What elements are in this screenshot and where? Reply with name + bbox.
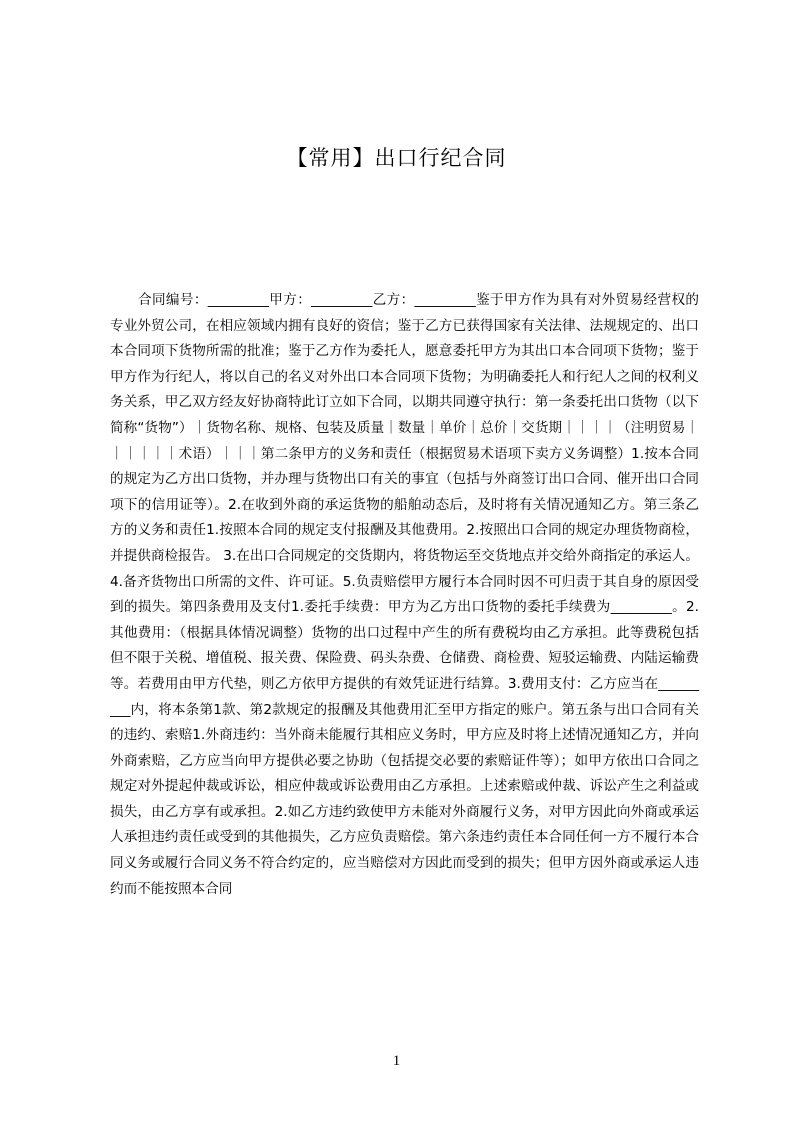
contract-body-text: 合同编号：_________甲方：_________乙方：_________鉴于甲方作为具有对外贸易经营权的专业外贸公司，在相应领域内拥有良好的资信；鉴于乙方已获得国家有关法律、法规规定的、出口本合同项下货物所需的批准；鉴于乙方作为委托人，愿意委托甲方为其出口本合同项下货物；鉴于甲方作为行纪人，将以自己的名义对外出口本合同项下货物；为明确委托人和行纪人之间的权利义务关系，甲乙双方经友好协商特此订立如下合同，以期共同遵守执行：第一条委托出口货物（以下简称“货物”）｜货物名称、规格、包装及质量｜数量｜单价｜总价｜交货期｜｜｜｜（注明贸易｜｜｜｜｜｜术语）｜｜｜第二条甲方的义务和责任（根据贸易术语项下卖方义务调整）1.按本合同的规定为乙方出口货物，并办理与货物出口有关的事宜（包括与外商签订出口合同、催开出口合同项下的信用证等）。2.在收到外商的承运货物的船舶动态后，及时将有关情况通知乙方。第三条乙方的义务和责任1.按照本合同的规定支付报酬及其他费用。2.按照出口合同的规定办理货物商检，并提供商检报告。 3.在出口合同规定的交货期内，将货物运至交货地点并交给外商指定的承运人。4.备齐货物出口所需的文件、许可证。5.负责赔偿甲方履行本合同时因不可归责于其自身的原因受到的损失。第四条费用及支付1.委托手续费：甲方为乙方出口货物的委托手续费为_________。2.其他费用：（根据具体情况调整）货物的出口过程中产生的所有费税均由乙方承担。此等费税包括但不限于关税、增值税、报关费、保险费、码头杂费、仓储费、商检费、短驳运输费、内陆运输费等。若费用由甲方代垫，则乙方依甲方提供的有效凭证进行结算。3.费用支付：乙方应当在_________内，将本条第1款、第2款规定的报酬及其他费用汇至甲方指定的账户。第五条与出口合同有关的违约、索赔1.外商违约：当外商未能履行其相应义务时，甲方应及时将上述情况通知乙方，并向外商索赔，乙方应当向甲方提供必要之协助（包括提交必要的索赔证件等）；如甲方依出口合同之规定对外提起仲裁或诉讼，相应仲裁或诉讼费用由乙方承担。上述索赔或仲裁、诉讼产生之利益或损失，由乙方享有或承担。2.如乙方违约致使甲方未能对外商履行义务，对甲方因此向外商或承运人承担违约责任或受到的其他损失，乙方应负责赔偿。第六条违约责任本合同任何一方不履行本合同义务或履行合同义务不符合约定的，应当赔偿对方因此而受到的损失；但甲方因外商或承运人违约而不能按照本合同 [110, 292, 699, 897]
document-title: 【常用】出口行纪合同 [286, 146, 507, 170]
page-number: 1 [392, 1053, 401, 1069]
